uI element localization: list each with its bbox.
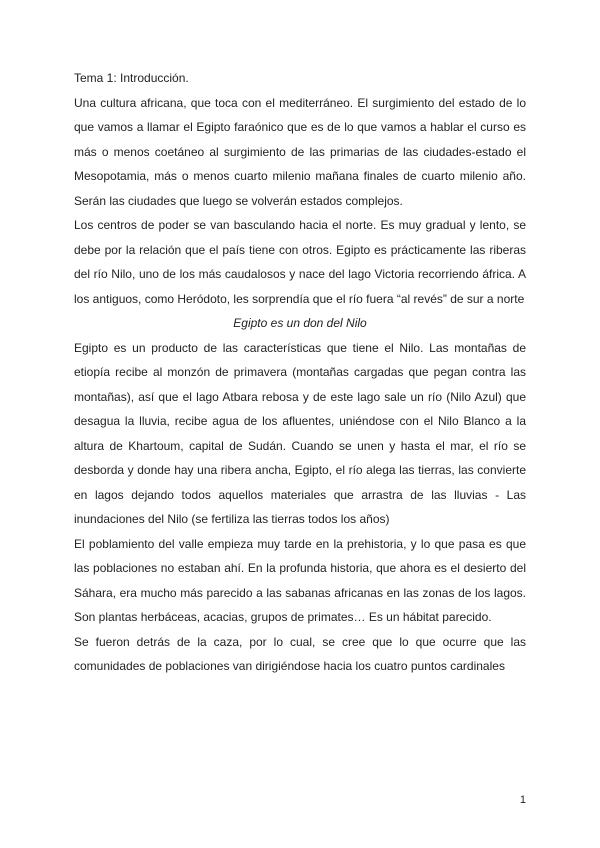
document-page (74, 66, 526, 679)
section-title: Tema 1: Introducción. (74, 71, 189, 85)
paragraph-hunting: Se fueron detrás de la caza, por lo cual, se cree que lo que ocurre que las comunidades de poblaciones van dirigiéndose hacia los cuatro puntos cardinales (74, 634, 526, 673)
paragraph-settlement: El poblamiento del valle empieza muy tarde en la prehistoria, y lo que pasa es que las poblaciones no estaban ahí. En la profunda historia, que ahora es el desierto del Sáhara, era mucho más parecido a las sabanas africanas en las zonas de los lagos. Son plantas herbáceas, acacias, grupos de primates… Es un hábitat parecido. (74, 536, 526, 624)
paragraph-nile: Egipto es un producto de las características que tiene el Nilo. Las montañas de etiopía recibe al monzón de primavera (montañas cargadas que pegan contra las montañas), así que el lago Atbara rebosa y de este lago sale un río (Nilo Azul) que desagua la lluvia, recibe agua de los afluentes, uniéndose con el Nilo Blanco a la altura de Khartoum, capital de Sudán. Cuando se unen y hasta el mar, el río se desborda y donde hay una ribera ancha, Egipto, el río alega las tierras, las convierte en lagos dejando todos aquellos materiales que arrastra de las lluvias - Las inundaciones del Nilo (se fertiliza las tierras todos los años) (74, 340, 526, 526)
page-number: 1 (519, 794, 526, 806)
paragraph-intro: Una cultura africana, que toca con el mediterráneo. El surgimiento del estado de lo que vamos a llamar el Egipto faraónico que es de lo que vamos a hablar el curso es más o menos coetáneo al surgimiento de las primarias de las ciudades-estado el Mesopotamia, más o menos cuarto milenio mañana finales de cuarto milenio año. Serán las ciudades que luego se volverán estados complejos. (74, 95, 526, 208)
centered-quote: Egipto es un don del Nilo (233, 316, 367, 330)
paragraph-power-centers: Los centros de poder se van basculando hacia el norte. Es muy gradual y lento, se debe por la relación que el país tiene con otros. Egipto es prácticamente las riberas del río Nilo, uno de los más caudalosos y nace del lago Victoria recorriendo áfrica. A los antiguos, como Heródoto, les sorprendía que el río fuera “al revés” de sur a norte (74, 218, 526, 306)
